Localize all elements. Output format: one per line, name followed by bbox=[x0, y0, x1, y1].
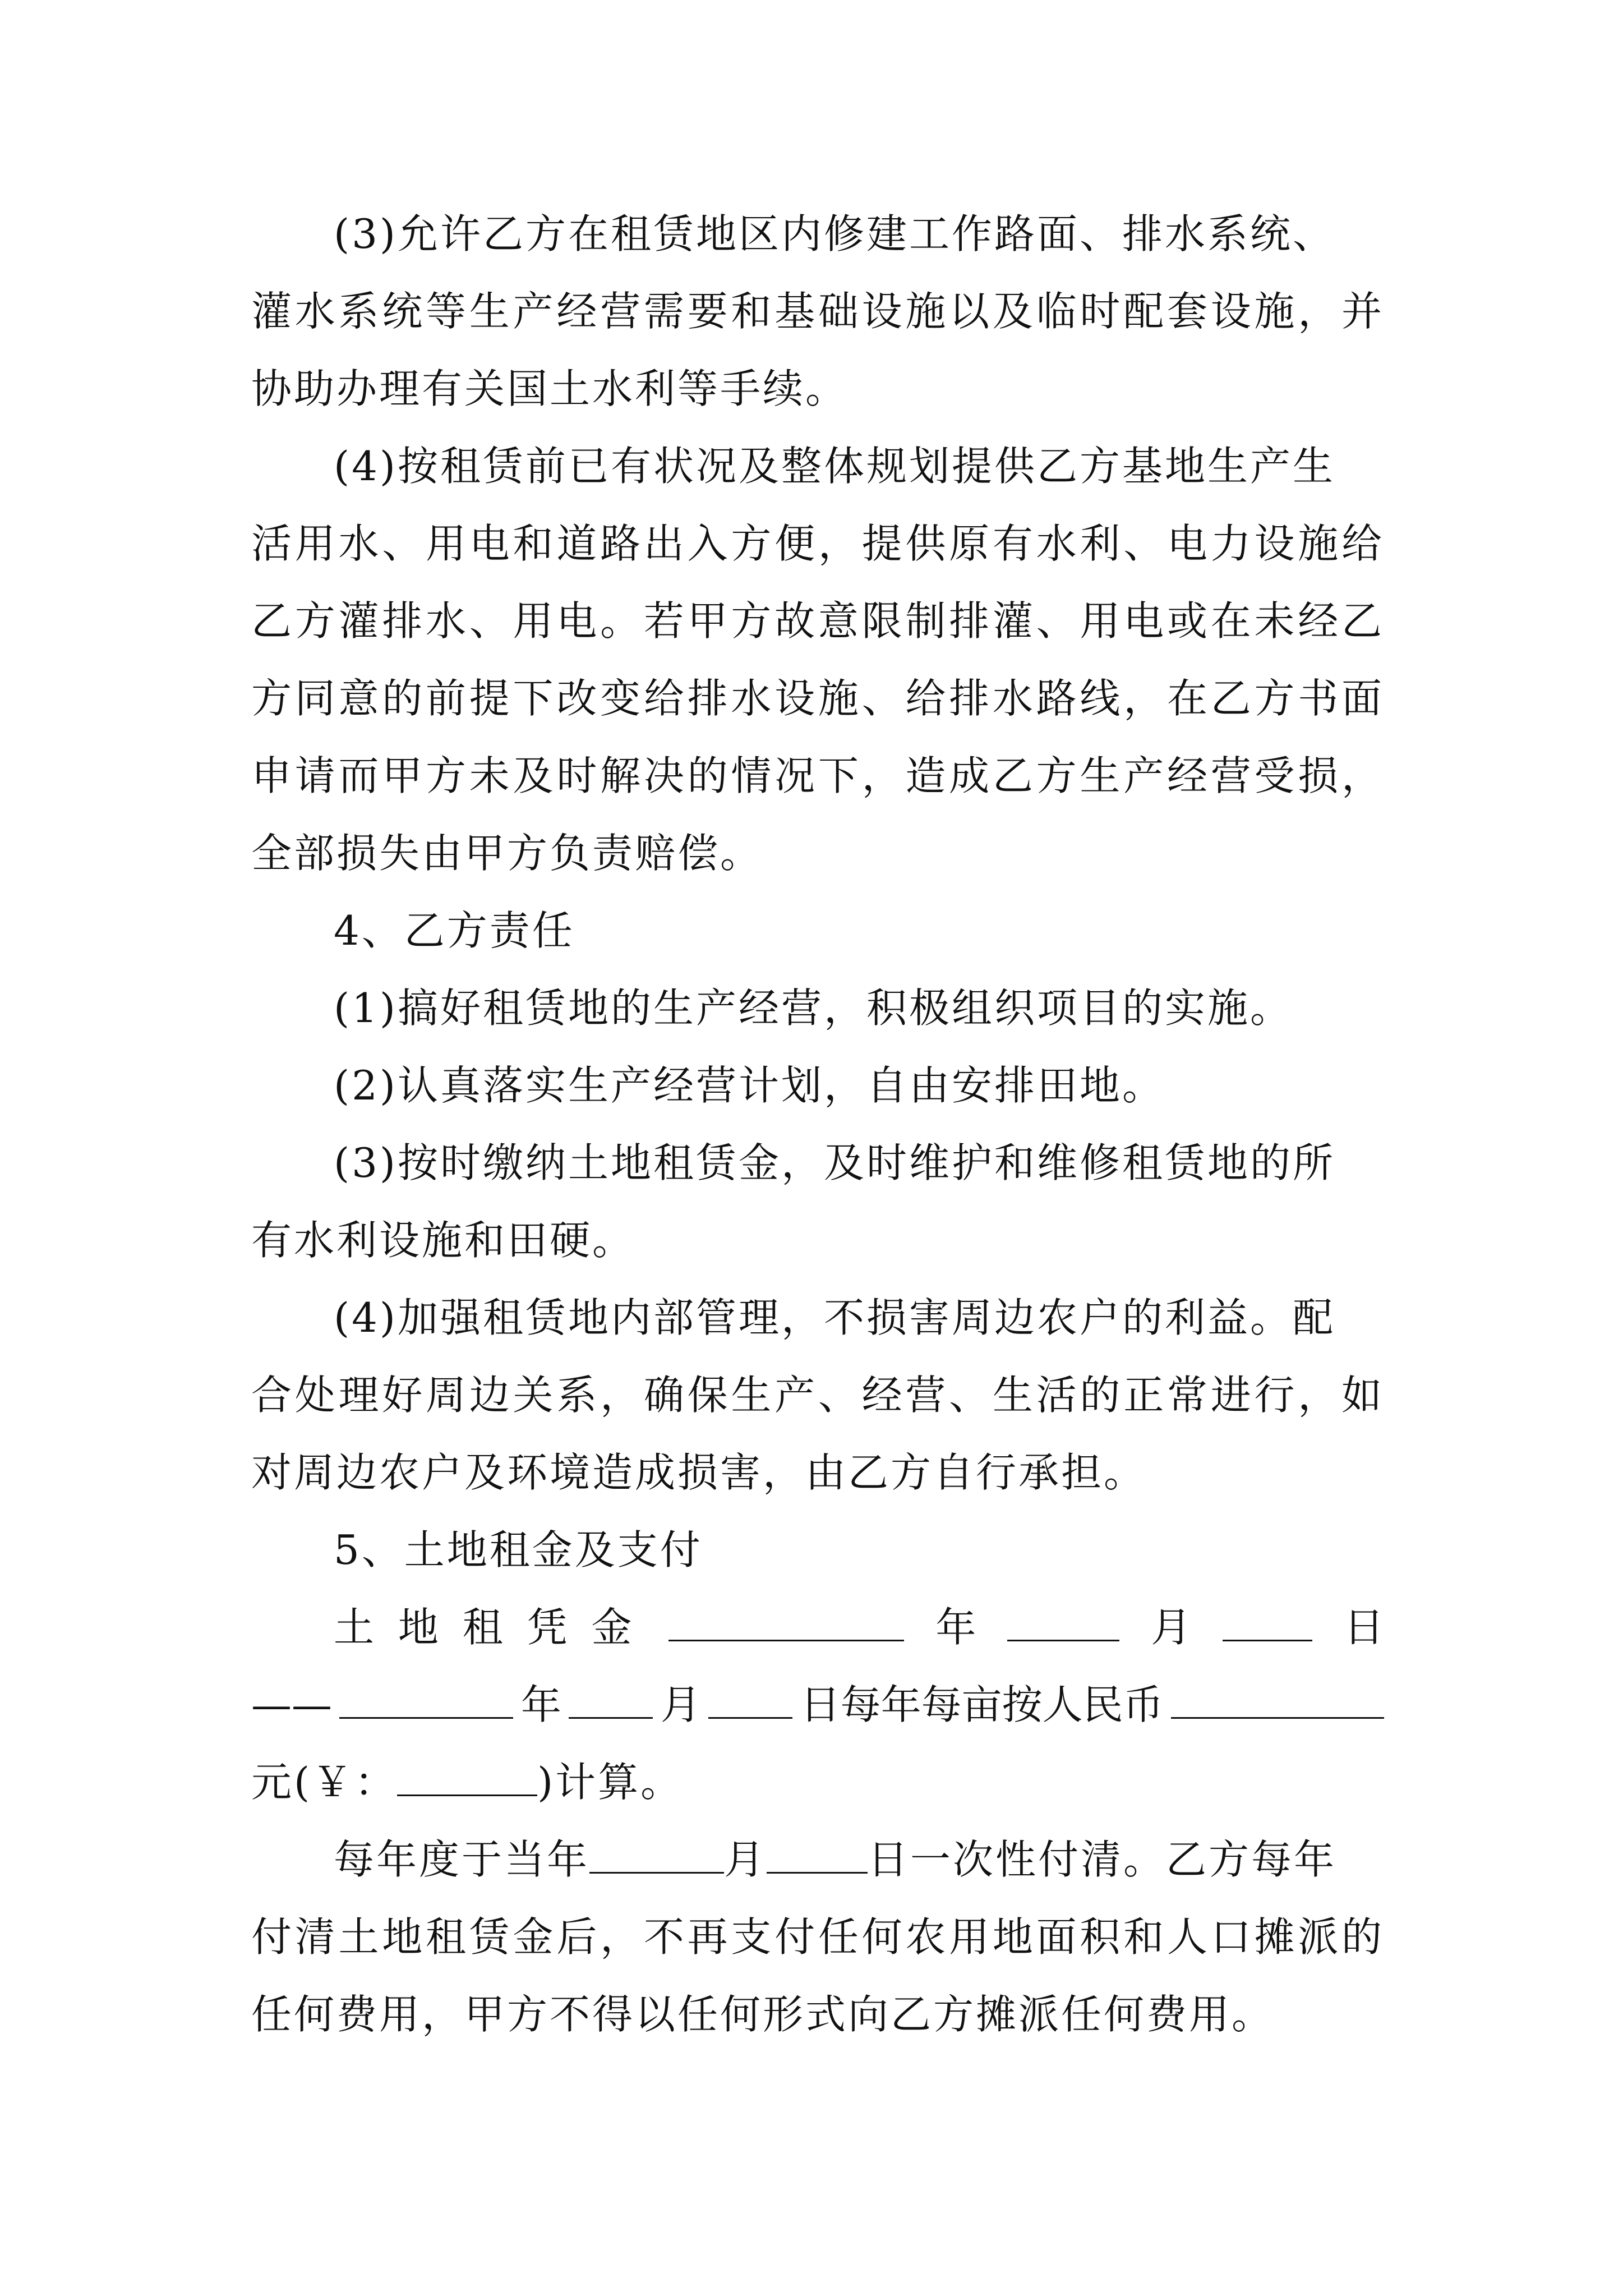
para-3-line-3: 协助办理有关国土水利等手续。 bbox=[251, 365, 849, 412]
item-3-line-2: 有水利设施和田硬。 bbox=[251, 1217, 635, 1264]
payment-text-c: 日一次性付清。乙方每年 bbox=[868, 1836, 1337, 1883]
rent-month-char: 月 bbox=[1151, 1604, 1192, 1651]
item-4-line-3: 对周边农户及环境造成损害，由乙方自行承担。 bbox=[251, 1449, 1147, 1496]
section-4-heading: 4、乙方责任 bbox=[334, 907, 575, 954]
rent-label: 土 地 租 凭 金 bbox=[334, 1604, 638, 1651]
para-4-line-6: 全部损失由甲方负责赔偿。 bbox=[251, 830, 763, 877]
rent-end-year-char: 年 bbox=[520, 1681, 561, 1728]
payment-line-1 bbox=[334, 1832, 1384, 1888]
para-4-line-5: 申请而甲方未及时解决的情况下，造成乙方生产经营受损， bbox=[251, 752, 1384, 799]
item-3-line-1: (3)按时缴纳土地租赁金，及时维护和维修租赁地的所 bbox=[334, 1139, 1335, 1186]
para-4-line-1: (4)按租赁前已有状况及整体规划提供乙方基地生产生 bbox=[334, 443, 1335, 490]
para-3-line-2: 灌水系统等生产经营需要和基础设施以及临时配套设施，并 bbox=[251, 288, 1384, 335]
para-4-line-4: 方同意的前提下改变给排水设施、给排水路线，在乙方书面 bbox=[251, 675, 1384, 722]
rent-end-day-text: 日每年每亩按人民币 bbox=[800, 1681, 1164, 1728]
rent-start-day-blank[interactable] bbox=[1223, 1605, 1312, 1641]
rent-line-2 bbox=[251, 1677, 1384, 1733]
rent-day-char: 日 bbox=[1343, 1604, 1384, 1651]
rent-yuan-blank[interactable] bbox=[397, 1760, 537, 1796]
rent-end-year-blank[interactable] bbox=[339, 1682, 513, 1719]
rent-end-day-blank[interactable] bbox=[708, 1682, 792, 1719]
item-4-line-1: (4)加强租赁地内部管理，不损害周边农户的利益。配 bbox=[334, 1294, 1335, 1341]
payment-text-b: 月 bbox=[724, 1836, 767, 1883]
item-1: (1)搞好租赁地的生产经营，积极组织项目的实施。 bbox=[334, 984, 1293, 1032]
payment-day-blank[interactable] bbox=[767, 1837, 868, 1874]
para-4-line-2: 活用水、用电和道路出入方便，提供原有水利、电力设施给 bbox=[251, 520, 1384, 567]
rent-end-month-blank[interactable] bbox=[569, 1682, 653, 1719]
para-3-line-1: (3)允许乙方在租赁地区内修建工作路面、排水系统、 bbox=[334, 210, 1335, 257]
payment-month-blank[interactable] bbox=[589, 1837, 724, 1874]
payment-text-a: 每年度于当年 bbox=[334, 1836, 590, 1883]
rent-yuan-label: 元(￥： bbox=[251, 1759, 398, 1806]
rent-dash: —— bbox=[251, 1681, 332, 1728]
rent-start-month-blank[interactable] bbox=[1007, 1605, 1119, 1641]
rent-rmb-blank[interactable] bbox=[1171, 1682, 1384, 1719]
section-5-heading: 5、土地租金及支付 bbox=[334, 1526, 703, 1573]
para-4-line-3: 乙方灌排水、用电。若甲方故意限制排灌、用电或在未经乙 bbox=[251, 597, 1384, 645]
item-2: (2)认真落实生产经营计划，自由安排田地。 bbox=[334, 1062, 1165, 1109]
rent-end-month-char: 月 bbox=[660, 1681, 701, 1728]
rent-calc-text: )计算。 bbox=[537, 1759, 684, 1806]
rent-line-3 bbox=[251, 1754, 1384, 1810]
payment-line-2: 付清土地租赁金后，不再支付任何农用地面积和人口摊派的 bbox=[251, 1913, 1384, 1961]
item-4-line-2: 合处理好周边关系，确保生产、经营、生活的正常进行，如 bbox=[251, 1372, 1384, 1419]
rent-year-char: 年 bbox=[935, 1604, 976, 1651]
rent-start-year-blank[interactable] bbox=[668, 1605, 904, 1641]
rent-line-1 bbox=[334, 1599, 1384, 1655]
payment-line-3: 任何费用，甲方不得以任何形式向乙方摊派任何费用。 bbox=[251, 1991, 1275, 2038]
